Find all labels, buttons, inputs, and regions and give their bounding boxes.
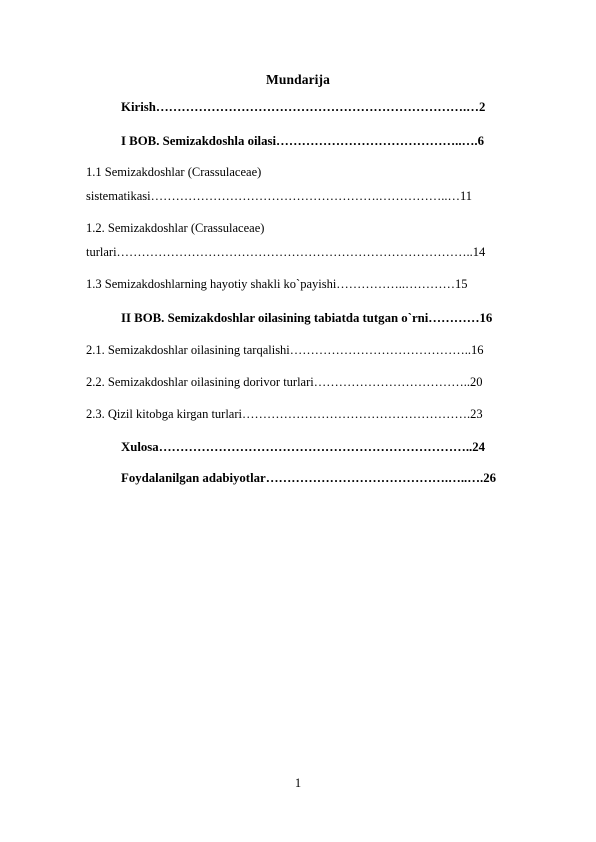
toc-entry-1-1-leader: sistematikasi……………………………………………….……………..…11 <box>86 189 472 203</box>
toc-entry-1-3: 1.3 Semizakdoshlarning hayotiy shakli ko`payishi……………..…………15 <box>86 277 468 291</box>
toc-entry-1-2-title: 1.2. Semizakdoshlar (Crassulaceae) <box>86 221 265 235</box>
toc-entry-1-2-leader: turlari…………………………………………………………………………..14 <box>86 245 486 259</box>
toc-entry-xulosa: Xulosa………………………………………………………………..24 <box>121 440 486 454</box>
toc-entry-2-3: 2.3. Qizil kitobga kirgan turlari……………………………………………….23 <box>86 407 483 421</box>
toc-entry-chapter-2: II BOB. Semizakdoshlar oilasining tabiatda tutgan o`rni…………16 <box>121 311 493 325</box>
toc-entry-chapter-1: I BOB. Semizakdoshla oilasi……………………………………..….6 <box>121 134 484 148</box>
toc-entry-2-1: 2.1. Semizakdoshlar oilasining tarqalishi……………………………………..16 <box>86 343 484 357</box>
page-number: 1 <box>294 776 302 790</box>
toc-entry-references: Foydalanilgan adabiyotlar…………………………………….…..….26 <box>121 471 497 485</box>
toc-entry-2-2: 2.2. Semizakdoshlar oilasining dorivor turlari………………………………..20 <box>86 375 483 389</box>
page-title: Mundarija <box>266 72 330 87</box>
toc-entry-1-1-title: 1.1 Semizakdoshlar (Crassulaceae) <box>86 165 262 179</box>
toc-entry-kirish: Kirish……………………………………………………………….…2 <box>121 100 486 114</box>
